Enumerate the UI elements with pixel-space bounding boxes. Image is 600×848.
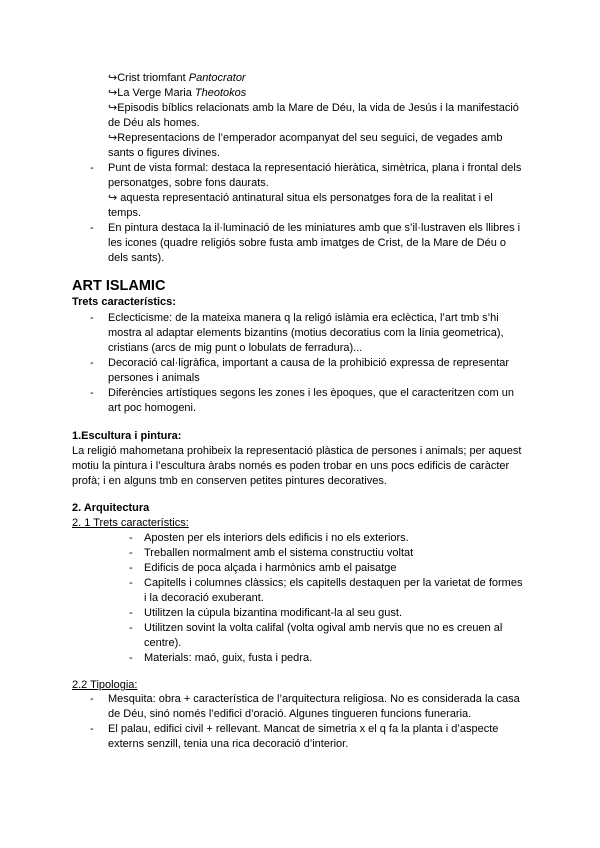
bullet-dash: - xyxy=(90,387,94,399)
islamic-bullet-cont: art poc homogeni. xyxy=(108,402,197,414)
islamic-bullet: Decoració cal·ligràfica, important a causa de la prohibició expressa de representar xyxy=(108,357,510,369)
arch-trait-cont: centre). xyxy=(144,637,182,649)
bullet-dash: - xyxy=(90,693,94,705)
subsection-heading: 1.Escultura i pintura: xyxy=(72,430,182,442)
paragraph-line: profà; i en alguns tmb en conserven petites pintures decoratives. xyxy=(72,475,387,487)
bullet-dash: - xyxy=(129,547,133,559)
paragraph-line: motiu la pintura i l’escultura àrabs només es poden trobar en uns pocs edificis de caràcter xyxy=(72,460,510,472)
intro-bullet: Punt de vista formal: destaca la representació hieràtica, simètrica, plana i frontal dels xyxy=(108,162,522,174)
section-title: ART ISLAMIC xyxy=(72,278,166,294)
bullet-dash: - xyxy=(90,357,94,369)
sub-subsection-heading: 2. 1 Trets característics: xyxy=(72,517,189,529)
islamic-bullet-cont: cristians (arcs de mig punt o lobulats de ferradura)... xyxy=(108,342,363,354)
typology-bullet: El palau, edifici civil + rellevant. Mancat de simetria x el q fa la planta i d’aspecte xyxy=(108,723,499,735)
islamic-bullet: Eclecticisme: de la mateixa manera q la religó islàmia era eclèctica, l’art tmb s’hi xyxy=(108,312,499,324)
intro-sub-item: ↪Representacions de l’emperador acompanyat del seu seguici, de vegades amb xyxy=(108,132,503,144)
arch-trait: Utilitzen sovint la volta califal (volta ogival amb nervis que no es creuen al xyxy=(144,622,503,634)
intro-bullet-cont: temps. xyxy=(108,207,142,219)
arch-trait: Edificis de poca alçada i harmònics amb el paisatge xyxy=(144,562,397,574)
arch-trait: Aposten per els interiors dels edificis i no els exteriors. xyxy=(144,532,409,544)
bullet-dash: - xyxy=(129,562,133,574)
bullet-dash: - xyxy=(90,162,94,174)
intro-bullet-cont: personatges, sobre fons daurats. xyxy=(108,177,269,189)
bullet-dash: - xyxy=(129,607,133,619)
subsection-heading: 2. Arquitectura xyxy=(72,502,150,514)
arch-trait: Treballen normalment amb el sistema constructiu voltat xyxy=(144,547,414,559)
intro-sub-item: ↪Episodis bíblics relacionats amb la Mare de Déu, la vida de Jesús i la manifestació xyxy=(108,102,519,114)
bullet-dash: - xyxy=(129,532,133,544)
intro-bullet-cont: ↪ aquesta representació antinatural situa els personatges fora de la realitat i el xyxy=(108,192,493,204)
islamic-bullet-cont: mostra al adaptar elements bizantins (motius decoratius com la línia geometrica), xyxy=(108,327,504,339)
bullet-dash: - xyxy=(90,723,94,735)
sub-subsection-heading: 2.2 Tipologia: xyxy=(72,679,138,691)
bullet-dash: - xyxy=(90,312,94,324)
arch-trait-cont: i la decoració exuberant. xyxy=(144,592,264,604)
intro-sub-item-cont: sants o figures divines. xyxy=(108,147,220,159)
intro-bullet-cont: les icones (quadre religiós sobre fusta amb imatges de Crist, de la Mare de Déu o xyxy=(108,237,507,249)
islamic-bullet: Diferències artístiques segons les zones i les èpoques, que el caracteritzen com un xyxy=(108,387,514,399)
intro-sub-item: ↪Crist triomfant Pantocrator xyxy=(108,72,246,84)
paragraph-line: La religió mahometana prohibeix la representació plàstica de persones i animals; per aquest xyxy=(72,445,522,457)
arch-trait: Utilitzen la cúpula bizantina modificant-la al seu gust. xyxy=(144,607,403,619)
typology-bullet: Mesquita: obra + característica de l’arquitectura religiosa. No es considerada la casa xyxy=(108,693,520,705)
arch-trait: Materials: maó, guix, fusta i pedra. xyxy=(144,652,313,664)
intro-bullet-cont: dels sants). xyxy=(108,252,165,264)
section-subtitle: Trets característics: xyxy=(72,296,176,308)
typology-bullet-cont: externs senzill, tenia una rica decoració d’interior. xyxy=(108,738,349,750)
arch-trait: Capitells i columnes clàssics; els capitells destaquen per la varietat de formes xyxy=(144,577,523,589)
intro-sub-item: ↪La Verge Maria Theotokos xyxy=(108,87,247,99)
bullet-dash: - xyxy=(90,222,94,234)
bullet-dash: - xyxy=(129,652,133,664)
typology-bullet-cont: de Déu, sinó només l’edifici d’oració. Algunes tingueren funcions funeraria. xyxy=(108,708,472,720)
intro-bullet: En pintura destaca la il·luminació de les miniatures amb que s’il·lustraven els llibres i xyxy=(108,222,521,234)
islamic-bullet-cont: persones i animals xyxy=(108,372,200,384)
bullet-dash: - xyxy=(129,622,133,634)
bullet-dash: - xyxy=(129,577,133,589)
intro-sub-item-cont: de Déu als homes. xyxy=(108,117,200,129)
